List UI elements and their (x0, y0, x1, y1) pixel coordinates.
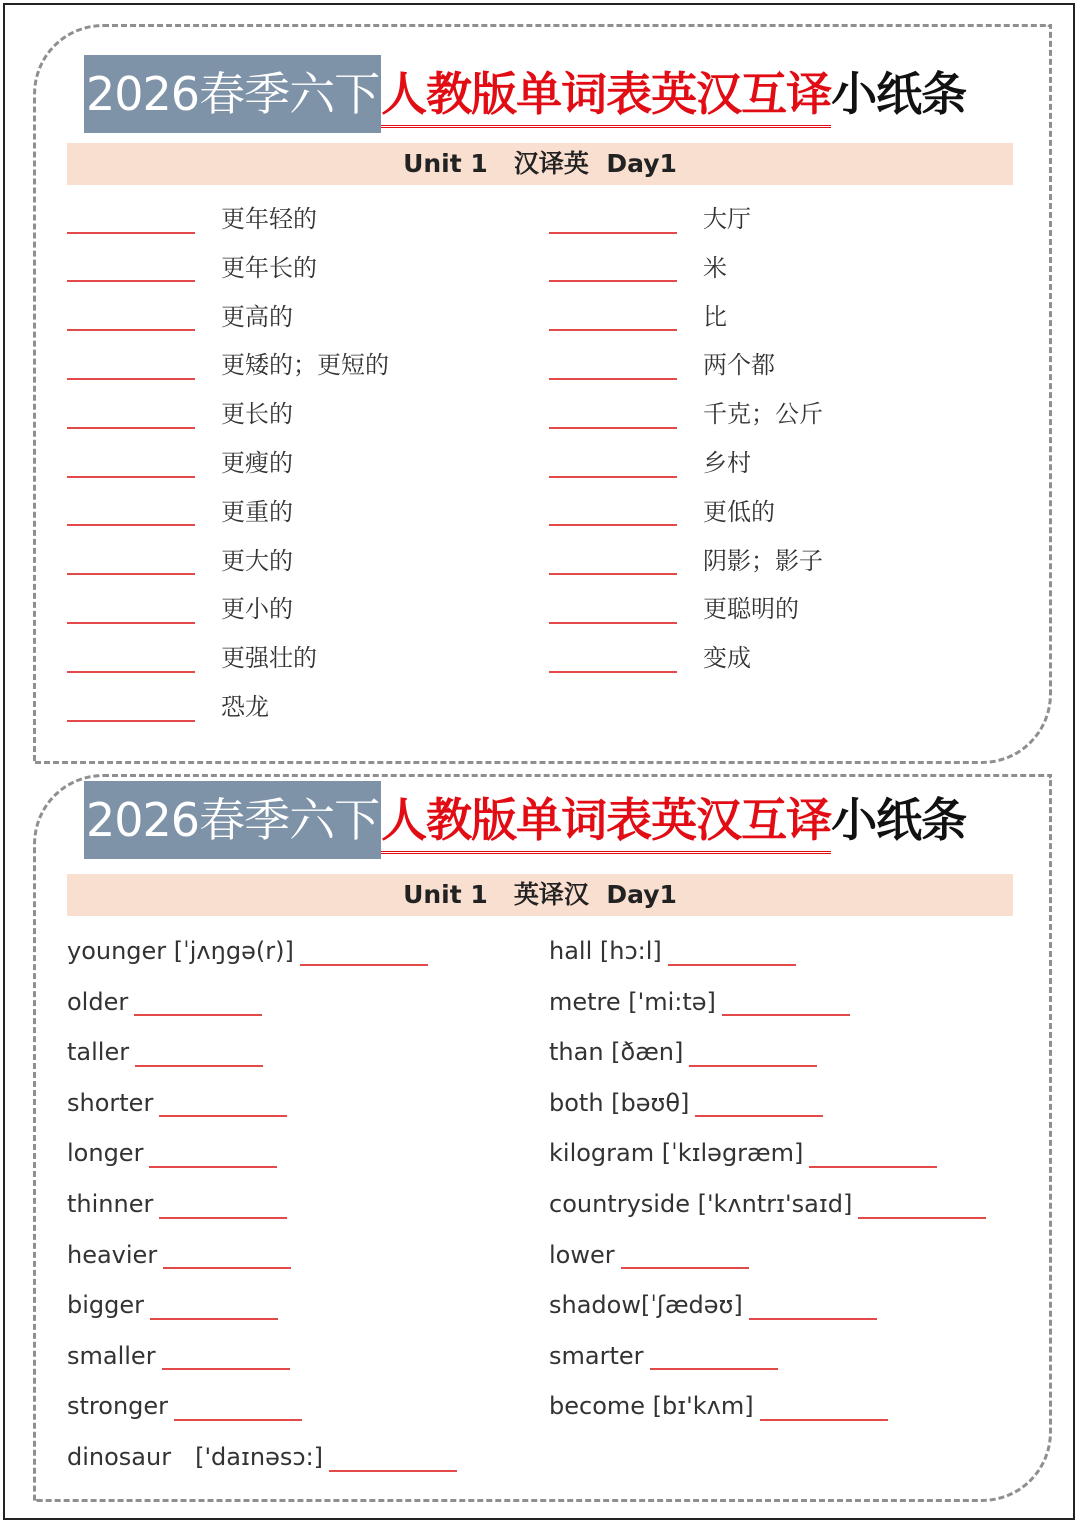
answer-blank[interactable] (159, 1216, 287, 1219)
vocab-item (67, 394, 293, 434)
title-season: 2026春季六下 (84, 55, 381, 133)
chinese-meaning: 恐龙 (221, 693, 269, 721)
card-title (84, 781, 966, 859)
answer-blank[interactable] (858, 1216, 986, 1219)
vocab-item (549, 1386, 888, 1426)
english-word: become [bɪ'kʌm] (549, 1392, 754, 1421)
vocab-item (67, 982, 262, 1022)
unit-label: Unit 1 (403, 880, 488, 909)
vocab-item (549, 1032, 817, 1072)
answer-blank[interactable] (621, 1266, 749, 1269)
chinese-meaning: 变成 (703, 644, 751, 673)
vocab-item (549, 443, 751, 483)
english-word: kilogram [ˈkɪləgræm] (549, 1139, 804, 1168)
answer-blank[interactable] (174, 1418, 302, 1421)
unit-header (67, 874, 1013, 916)
worksheet-card-en-to-cn (33, 774, 1052, 1502)
chinese-meaning: 更低的 (703, 497, 775, 526)
answer-blank[interactable] (689, 1064, 817, 1067)
day-label: Day1 (606, 880, 677, 909)
vocab-item (67, 1083, 287, 1123)
answer-blank[interactable] (67, 231, 195, 234)
english-word: dinosaur ['daɪnəsɔ:] (67, 1443, 324, 1471)
title-suffix: 小纸条 (831, 67, 967, 121)
english-word: taller (67, 1038, 130, 1067)
vocab-item (67, 1285, 278, 1325)
title-suffix: 小纸条 (831, 793, 967, 847)
title-season: 2026春季六下 (84, 781, 381, 859)
answer-blank[interactable] (549, 670, 677, 673)
answer-blank[interactable] (749, 1317, 877, 1320)
day-label: Day1 (606, 149, 677, 178)
answer-blank[interactable] (549, 426, 677, 429)
vocab-item (67, 1032, 263, 1072)
vocab-item (549, 492, 775, 532)
mode-label: 汉译英 (513, 149, 589, 178)
chinese-meaning: 更小的 (221, 595, 293, 624)
vocab-item (549, 394, 823, 434)
vocab-item (67, 248, 317, 288)
vocab-item (67, 687, 269, 727)
answer-blank[interactable] (67, 523, 195, 526)
vocab-item (549, 297, 727, 337)
vocab-item (549, 1184, 986, 1224)
answer-blank[interactable] (67, 328, 195, 331)
english-word: shorter (67, 1088, 154, 1117)
answer-blank[interactable] (668, 963, 796, 966)
answer-blank[interactable] (67, 719, 195, 722)
english-word: older (67, 987, 129, 1016)
english-word: lower (549, 1240, 615, 1269)
english-word: younger [ˈjʌŋgə(r)] (67, 937, 294, 965)
vocab-item (67, 638, 317, 678)
chinese-meaning: 两个都 (703, 351, 775, 380)
unit-header (67, 143, 1013, 185)
answer-blank[interactable] (67, 670, 195, 673)
vocab-item (67, 345, 389, 385)
chinese-meaning: 更聪明的 (703, 595, 799, 624)
vocab-item (67, 541, 293, 581)
answer-blank[interactable] (760, 1418, 888, 1421)
english-word: metre ['mi:tə] (549, 987, 716, 1016)
answer-blank[interactable] (722, 1013, 850, 1016)
vocab-item (67, 199, 317, 239)
title-edition: 人教版单词表英汉互译 (381, 55, 831, 128)
chinese-meaning: 比 (703, 302, 727, 331)
chinese-meaning: 更年轻的 (221, 205, 317, 233)
answer-blank[interactable] (549, 328, 677, 331)
chinese-meaning: 大厅 (703, 205, 751, 233)
english-word: bigger (67, 1291, 145, 1320)
chinese-meaning: 更矮的；更短的 (221, 351, 389, 380)
vocab-item (549, 345, 775, 385)
chinese-meaning: 米 (703, 253, 727, 282)
unit-label: Unit 1 (403, 149, 488, 178)
vocab-item (67, 443, 293, 483)
answer-blank[interactable] (149, 1165, 277, 1168)
answer-blank[interactable] (150, 1317, 278, 1320)
vocab-item (67, 1437, 457, 1477)
answer-blank[interactable] (67, 475, 195, 478)
answer-blank[interactable] (163, 1266, 291, 1269)
answer-blank[interactable] (549, 231, 677, 234)
vocab-item (549, 982, 850, 1022)
vocab-item (549, 589, 799, 629)
vocab-item (549, 541, 823, 581)
answer-blank[interactable] (67, 426, 195, 429)
answer-blank[interactable] (809, 1165, 937, 1168)
vocab-item (549, 1133, 937, 1173)
vocab-item (67, 589, 293, 629)
vocab-item (67, 1386, 302, 1426)
answer-blank[interactable] (67, 572, 195, 575)
english-word: countryside ['kʌntrɪ'saɪd] (549, 1190, 853, 1218)
chinese-meaning: 阴影；影子 (703, 546, 823, 575)
vocab-item (67, 492, 293, 532)
english-word: thinner (67, 1190, 154, 1218)
vocab-item (549, 199, 751, 239)
answer-blank[interactable] (300, 963, 428, 966)
answer-blank[interactable] (549, 572, 677, 575)
answer-blank[interactable] (67, 621, 195, 624)
vocab-item (67, 1336, 290, 1376)
vocab-item (67, 1133, 277, 1173)
answer-blank[interactable] (134, 1013, 262, 1016)
vocab-item (67, 931, 428, 971)
title-edition: 人教版单词表英汉互译 (381, 781, 831, 854)
answer-blank[interactable] (549, 279, 677, 282)
worksheet-card-cn-to-en (33, 24, 1052, 764)
answer-blank[interactable] (329, 1469, 457, 1472)
answer-blank[interactable] (135, 1064, 263, 1067)
chinese-meaning: 更强壮的 (221, 644, 317, 673)
english-word: stronger (67, 1392, 169, 1421)
answer-blank[interactable] (67, 377, 195, 380)
chinese-meaning: 更瘦的 (221, 449, 293, 477)
english-word: longer (67, 1139, 144, 1168)
vocab-item (549, 1285, 877, 1325)
chinese-meaning: 更长的 (221, 400, 293, 429)
vocab-item (549, 931, 796, 971)
chinese-meaning: 更重的 (221, 497, 293, 526)
chinese-meaning: 更高的 (221, 302, 293, 331)
answer-blank[interactable] (162, 1367, 290, 1370)
vocab-item (67, 1235, 291, 1275)
answer-blank[interactable] (549, 621, 677, 624)
vocab-item (67, 1184, 287, 1224)
vocab-item (549, 638, 751, 678)
answer-blank[interactable] (549, 523, 677, 526)
card-title (84, 55, 966, 133)
english-word: heavier (67, 1240, 158, 1269)
chinese-meaning: 更年长的 (221, 253, 317, 282)
vocab-item (549, 248, 727, 288)
english-word: smaller (67, 1341, 156, 1370)
english-word: smarter (549, 1341, 644, 1370)
answer-blank[interactable] (549, 377, 677, 380)
vocab-item (549, 1235, 749, 1275)
answer-blank[interactable] (650, 1367, 778, 1370)
chinese-meaning: 更大的 (221, 546, 293, 575)
english-word: shadow[ˈʃædəʊ] (549, 1291, 743, 1320)
english-word: both [bəʊθ] (549, 1088, 690, 1117)
answer-blank[interactable] (549, 475, 677, 478)
english-word: hall [hɔ:l] (549, 937, 662, 965)
chinese-meaning: 千克；公斤 (703, 400, 823, 429)
vocab-item (549, 1336, 778, 1376)
chinese-meaning: 乡村 (703, 449, 751, 477)
vocab-item (67, 297, 293, 337)
answer-blank[interactable] (695, 1114, 823, 1117)
answer-blank[interactable] (159, 1114, 287, 1117)
english-word: than [ðæn] (549, 1038, 684, 1067)
mode-label: 英译汉 (513, 880, 589, 909)
vocab-item (549, 1083, 823, 1123)
answer-blank[interactable] (67, 279, 195, 282)
